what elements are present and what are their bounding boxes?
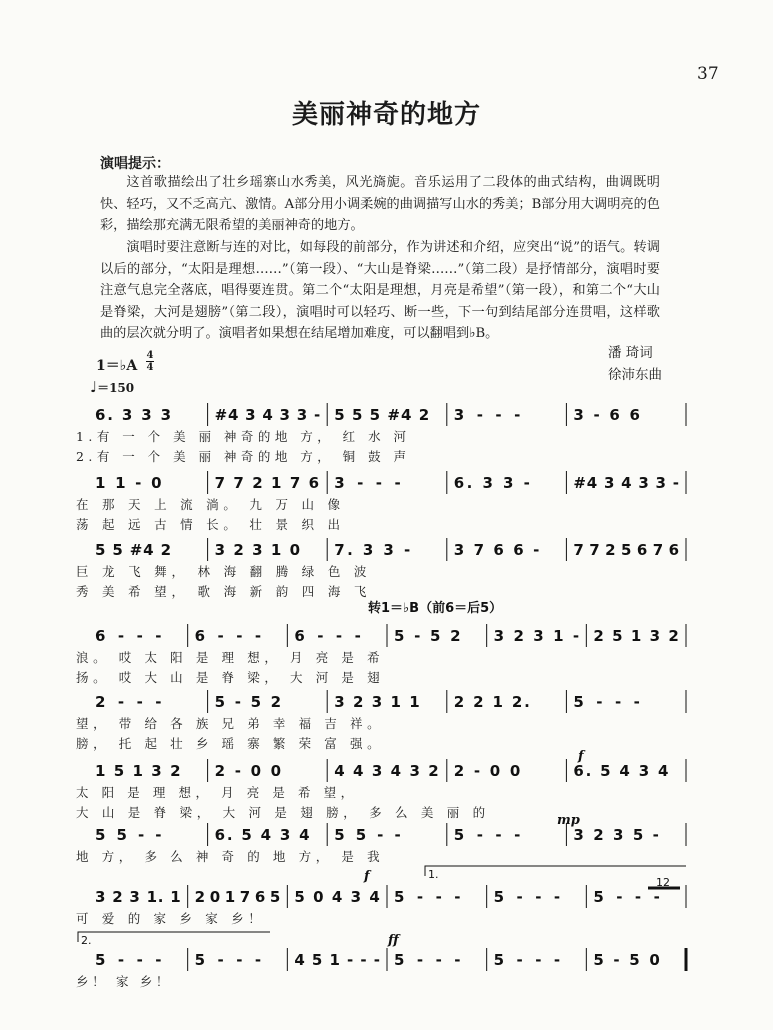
quarter-note-icon: ♩ xyxy=(90,378,98,396)
second-ending-label: 2. xyxy=(81,934,92,947)
measure-notes: 2 2 1 2. xyxy=(453,693,530,711)
measure-notes: 5 5 - - xyxy=(95,826,162,844)
measure-notes: 2 - 0 0 xyxy=(453,762,521,780)
measure-notes: 7. 3 3 - xyxy=(334,541,411,559)
measure-notes: 1 5 1 3 2 xyxy=(95,762,181,780)
dynamic-forte: f xyxy=(364,869,370,884)
lyric-line: 1.有 一 个 美 丽 神奇的地 方， 红 水 河 xyxy=(76,429,406,444)
measure-notes: #4 3 4 3 3 - xyxy=(214,406,321,424)
lyric-line: 浪。 哎 太 阳 是 理 想， 月 亮 是 希 xyxy=(76,650,380,665)
lyric-line: 膀， 托 起 壮 乡 瑶 寨 繁 荣 富 强。 xyxy=(76,736,380,751)
measure-notes: 1 1 - 0 xyxy=(95,474,162,492)
measure-notes: 6 - - - xyxy=(95,627,162,645)
measure-notes: 5 - - - xyxy=(394,951,461,969)
tempo-value: ＝150 xyxy=(97,381,135,395)
second-ending-bracket xyxy=(78,932,270,942)
measure-notes: 3 2 3 1 0 xyxy=(214,541,301,559)
lyricist: 潘 琦词 xyxy=(608,345,653,361)
repeat-count: 12 xyxy=(656,876,670,889)
measure-notes: 6 - - - xyxy=(194,627,262,645)
measure-notes: 5 - 5 2 xyxy=(394,627,461,645)
dynamic-mezzo-piano: mp xyxy=(557,813,580,828)
measure-notes: 2 5 1 3 2 xyxy=(593,627,679,645)
measure-notes: 5 - - - xyxy=(593,888,660,906)
measure-notes: 3 - - - xyxy=(453,406,521,424)
measure-notes: 5 - - - xyxy=(453,826,521,844)
intro-paragraph: 演唱时要注意断与连的对比，如每段的前部分，作为讲述和介绍，应突出“说”的语气。转调以后的部分，“太阳是理想……”（第一段）、“大山是脊梁……”（第二段）是抒情部分，演唱时要注意气息完全落底，唱得要连贯。第二个“太阳是理想，月亮是希望”（第一段），和第二个“大山是脊梁，大河是翅膀”（第二段），演唱时可以轻巧、断一些，下一句到结尾部分连贯唱，这样歌曲的层次就分明了。演唱者如果想在结尾增加难度，可以翻唱到♭B。 xyxy=(100,240,660,341)
measure-notes: 6 - - - xyxy=(294,627,361,645)
dynamic-fortissimo: ff xyxy=(388,933,399,948)
page-number: 37 xyxy=(697,64,719,84)
measure-notes: 5 - 5 2 xyxy=(214,693,282,711)
measure-notes: 5 0 4 3 4 xyxy=(294,888,380,906)
measure-notes: 5 - - - xyxy=(394,888,461,906)
measure-notes: 6. 5 4 3 4 xyxy=(573,762,669,780)
measure-notes: 5 - 5 0 xyxy=(593,951,660,969)
measure-notes: 6. 3 3 3 xyxy=(95,406,171,424)
intro-paragraph: 这首歌描绘出了壮乡瑶寨山水秀美，风光旖旎。音乐运用了二段体的曲式结构，曲调既明快、轻巧，又不乏高亢、激情。A部分用小调柔婉的曲调描写山水的秀美；B部分用大调明亮的色彩，描绘那充满无限希望的美丽神奇的地方。 xyxy=(100,175,660,233)
lyric-line: 荡 起 远 古 情 长。 壮 景 织 出 xyxy=(76,517,340,532)
lyric-line: 2.有 一 个 美 丽 神奇的地 方， 铜 鼓 声 xyxy=(76,449,406,464)
measure-notes: 7 7 2 5 6 7 6 xyxy=(573,541,679,559)
measure-notes: #4 3 4 3 3 - xyxy=(573,474,679,492)
measure-notes: 2 - - - xyxy=(95,693,162,711)
lyric-line: 乡！ 家 乡！ xyxy=(76,974,169,989)
time-sig-top: 4 xyxy=(146,350,154,361)
time-sig-bottom: 4 xyxy=(146,362,154,373)
intro-heading: 演唱提示： xyxy=(100,156,170,172)
first-ending-bracket xyxy=(425,866,686,876)
measure-notes: 5 - - - xyxy=(95,951,162,969)
dynamic-forte: f xyxy=(578,749,584,764)
lyric-line: 太 阳 是 理 想， 月 亮 是 希 望， xyxy=(76,785,354,800)
measure-notes: 3 2 3 5 - xyxy=(573,826,659,844)
measure-notes: 3 2 3 1 1 xyxy=(334,693,420,711)
lyric-line: 可 爱 的 家 乡 家 乡！ xyxy=(76,911,261,926)
lyric-line: 秀 美 希 望， 歌 海 新 韵 四 海 飞 xyxy=(76,584,367,599)
measure-notes: 2 - 0 0 xyxy=(214,762,282,780)
lyric-line: 在 那 天 上 流 淌。 九 万 山 像 xyxy=(76,497,340,512)
first-ending-label: 1. xyxy=(428,868,439,881)
measure-notes: 5 5 - - xyxy=(334,826,401,844)
composer: 徐沛东曲 xyxy=(608,367,662,383)
measure-notes: 5 - - - xyxy=(493,888,561,906)
measure-notes: 5 - - - xyxy=(194,951,262,969)
measure-notes: 5 5 #4 2 xyxy=(95,541,171,559)
measure-notes: 3 2 3 1. 1 xyxy=(95,888,181,906)
measure-notes: 6. 5 4 3 4 xyxy=(214,826,310,844)
measure-notes: 5 - - - xyxy=(573,693,640,711)
song-title: 美丽神奇的地方 xyxy=(291,100,481,130)
measure-notes: 5 5 5 #4 2 xyxy=(334,406,430,424)
lyric-line: 巨 龙 飞 舞， 林 海 翻 腾 绿 色 波 xyxy=(76,564,367,579)
lyric-line: 扬。 哎 大 山 是 脊 梁， 大 河 是 翅 xyxy=(76,670,380,685)
measure-notes: 3 - 6 6 xyxy=(573,406,640,424)
measure-notes: 3 2 3 1 - xyxy=(493,627,580,645)
measure-notes: 5 - - - xyxy=(493,951,561,969)
modulation-marking: 转1＝♭B（前6＝后5） xyxy=(368,601,503,616)
measure-notes: 3 - - - xyxy=(334,474,401,492)
lyric-line: 地 方， 多 么 神 奇 的 地 方， 是 我 xyxy=(76,849,380,864)
measure-notes: 2 0 1 7 6 5 xyxy=(194,888,281,906)
measure-notes: 7 7 2 1 7 6 xyxy=(214,474,320,492)
measure-notes: 4 4 3 4 3 2 xyxy=(334,762,439,780)
lyric-line: 望， 带 给 各 族 兄 弟 幸 福 吉 祥。 xyxy=(76,716,380,731)
measure-notes: 6. 3 3 - xyxy=(453,474,530,492)
measure-notes: 4 5 1 - - - xyxy=(294,951,380,969)
key-signature: 1＝♭A xyxy=(96,358,138,374)
lyric-line: 大 山 是 脊 梁， 大 河 是 翅 膀， 多 么 美 丽 的 xyxy=(76,805,486,820)
measure-notes: 3 7 6 6 - xyxy=(453,541,540,559)
